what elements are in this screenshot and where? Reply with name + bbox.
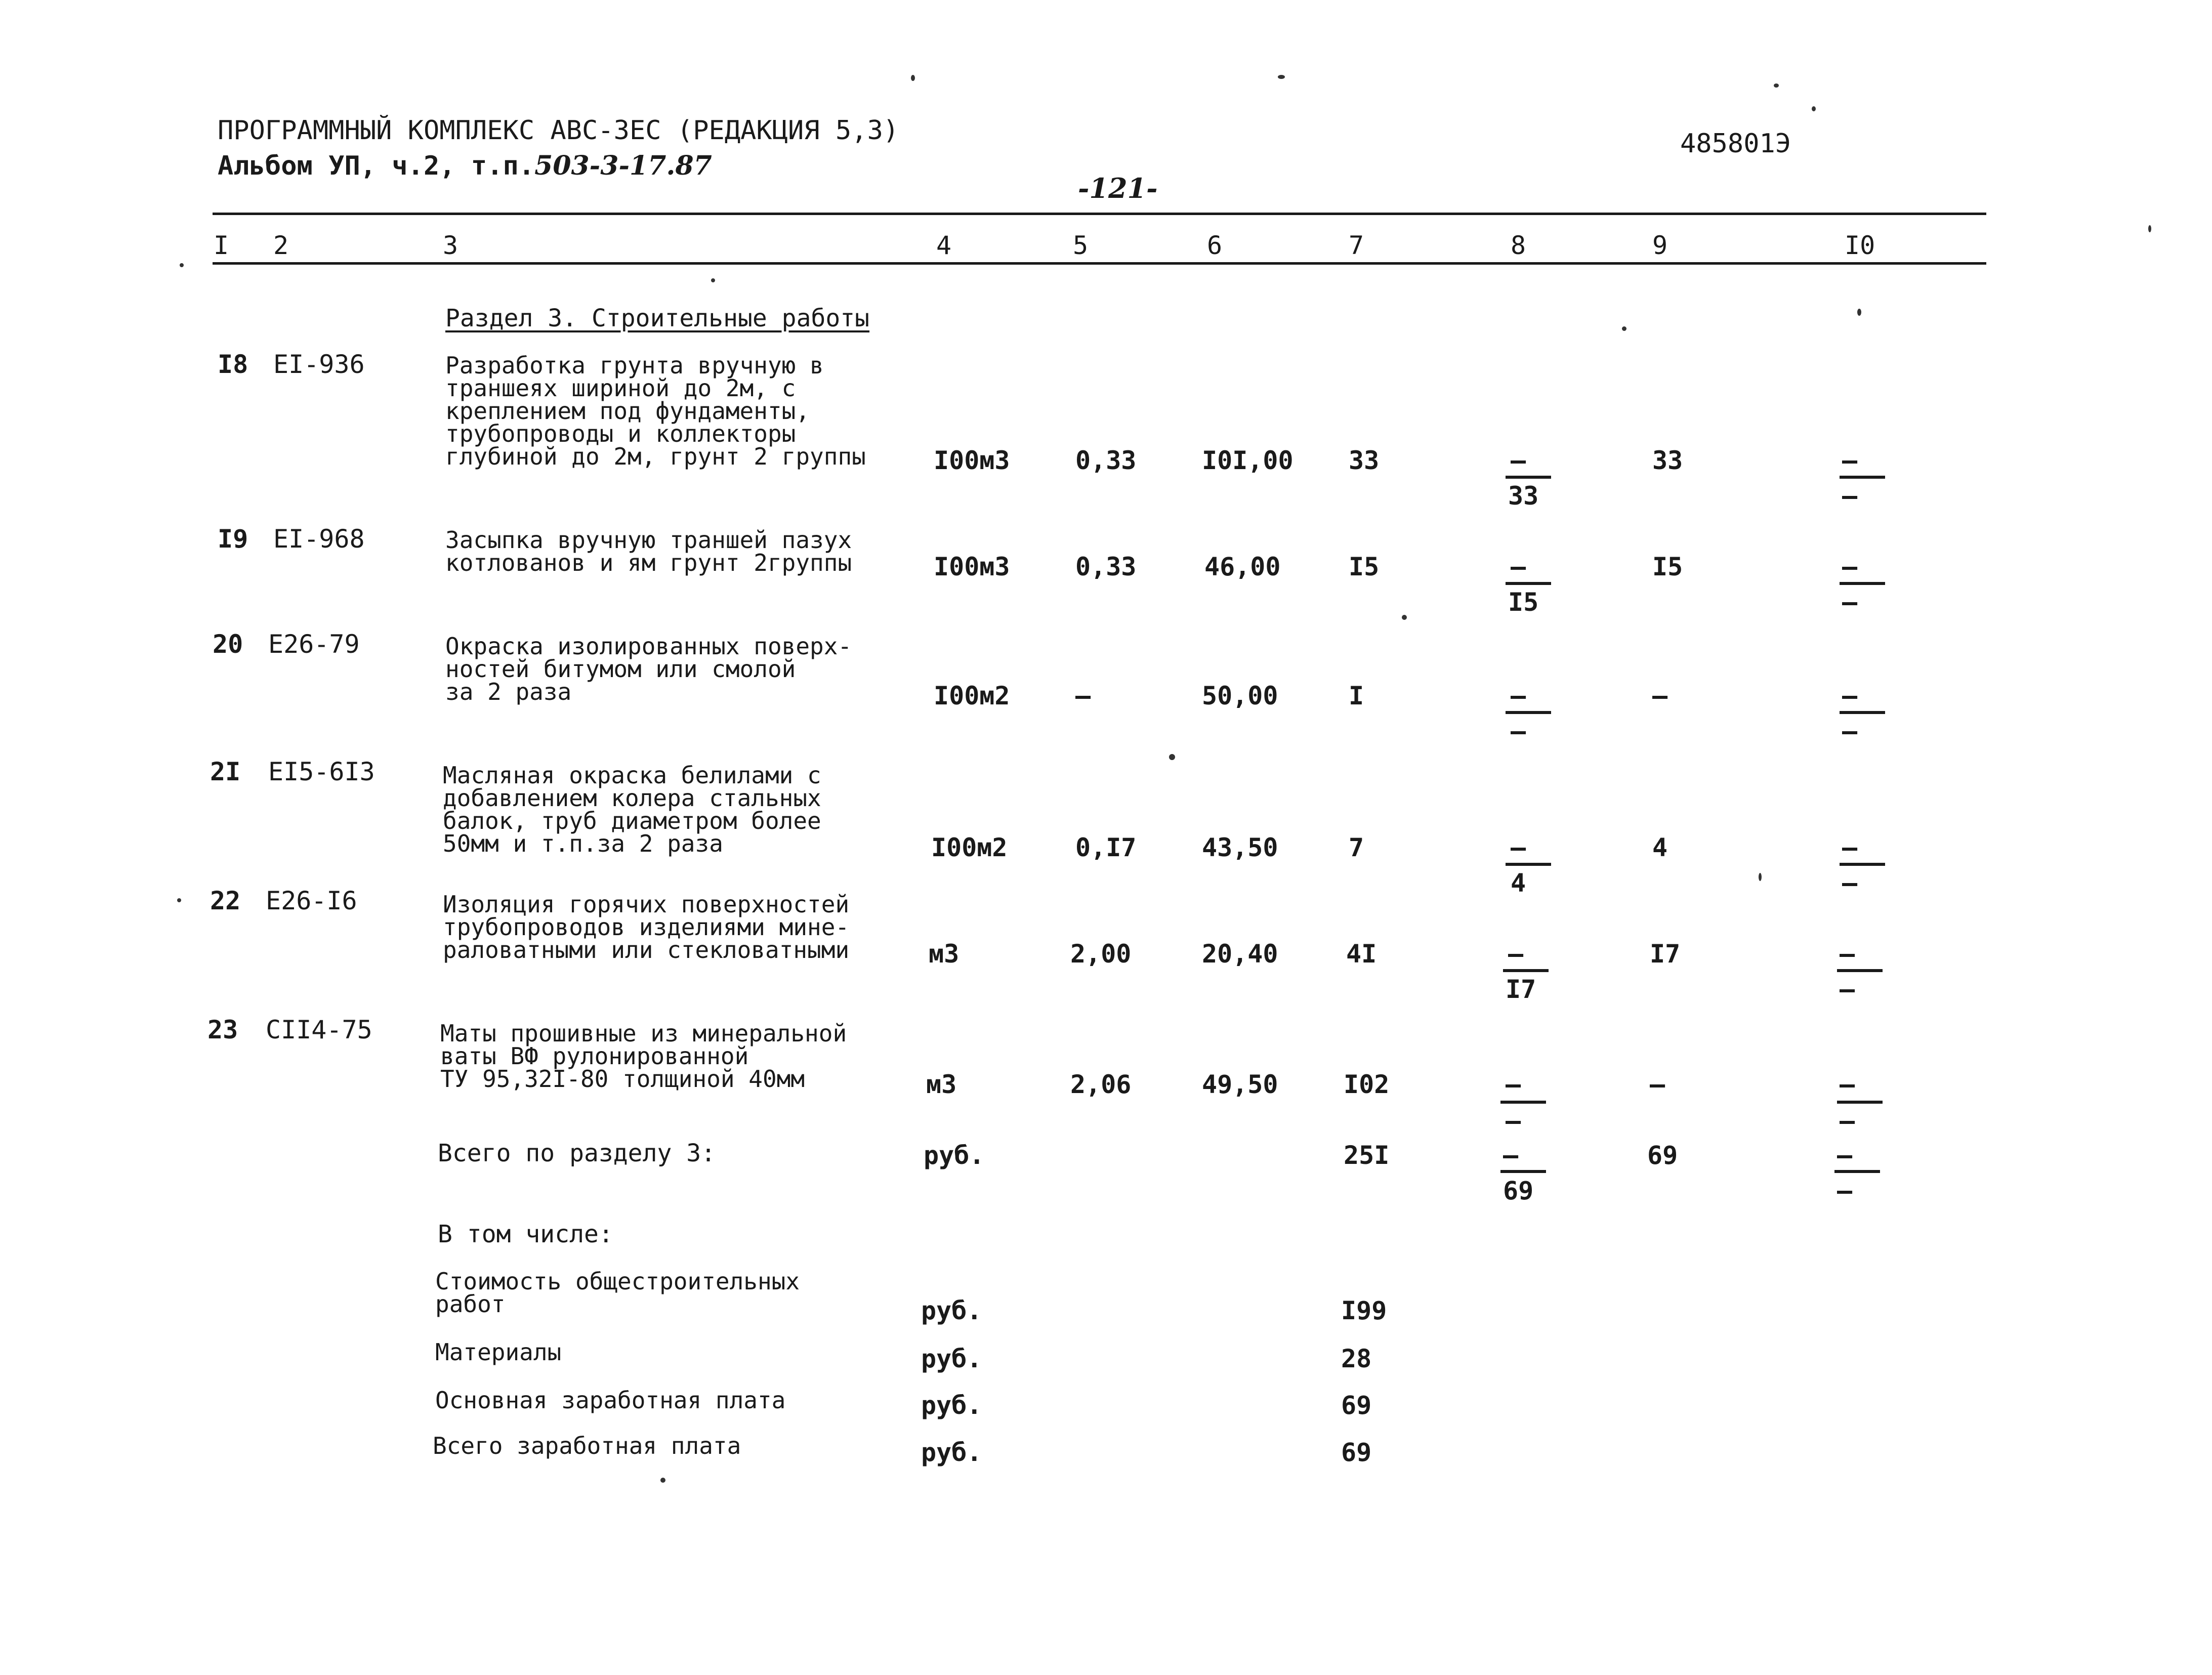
scan-speck bbox=[1857, 309, 1861, 316]
row-total: 7 bbox=[1349, 833, 1364, 862]
section-total-col8-bottom: 69 bbox=[1503, 1176, 1534, 1205]
section-total-col8-fraction-bar bbox=[1500, 1170, 1546, 1173]
row-number: 2I bbox=[210, 757, 241, 786]
summary-value: 69 bbox=[1341, 1391, 1372, 1420]
row-code: E26-79 bbox=[268, 630, 360, 659]
section-total-col8-top: – bbox=[1503, 1141, 1519, 1170]
scan-speck bbox=[2148, 225, 2151, 232]
row-col10-top: – bbox=[1842, 552, 1858, 581]
row-code: EI5-6I3 bbox=[268, 757, 375, 786]
row-col10-top: – bbox=[1842, 446, 1858, 475]
row-col8-fraction-bar bbox=[1506, 711, 1551, 714]
row-description: Масляная окраска белилами с добавлением колера стальных балок, труб диаметром более 50мм и т.п.за 2 раза bbox=[443, 762, 821, 857]
row-col9: 33 bbox=[1652, 446, 1683, 475]
summary-unit: руб. bbox=[921, 1391, 982, 1420]
page-number-handwritten: -121- bbox=[1078, 172, 1158, 204]
row-total: 33 bbox=[1349, 446, 1380, 475]
row-price: I0I,00 bbox=[1202, 446, 1293, 475]
row-code: EI-968 bbox=[273, 524, 365, 554]
col-header-6: 6 bbox=[1207, 231, 1223, 260]
col-header-8: 8 bbox=[1511, 231, 1526, 260]
scan-speck bbox=[1759, 873, 1762, 881]
row-description: Окраска изолированных поверх- ностей битумом или смолой за 2 раза bbox=[445, 633, 852, 705]
row-col10-bottom: – bbox=[1842, 868, 1858, 898]
scan-speck bbox=[1402, 615, 1407, 620]
album-prefix: Альбом УП, ч.2, т.п. bbox=[218, 151, 535, 181]
row-unit: м3 bbox=[926, 1070, 957, 1099]
row-qty: 0,33 bbox=[1075, 446, 1137, 475]
col-header-4: 4 bbox=[936, 231, 952, 260]
col-header-7: 7 bbox=[1349, 231, 1364, 260]
row-col10-fraction-bar bbox=[1840, 711, 1885, 714]
document-number: 485801Э bbox=[1680, 129, 1791, 159]
row-col10-fraction-bar bbox=[1837, 969, 1883, 972]
including-label: В том числе: bbox=[438, 1220, 613, 1248]
row-description: Засыпка вручную траншей пазух котлованов и ям грунт 2группы bbox=[445, 526, 852, 576]
summary-label: Материалы bbox=[435, 1338, 562, 1366]
section-total-col10-fraction-bar bbox=[1834, 1170, 1880, 1173]
row-price: 50,00 bbox=[1202, 681, 1278, 710]
summary-value: I99 bbox=[1341, 1296, 1387, 1325]
row-price: 20,40 bbox=[1202, 939, 1278, 969]
album-handwritten-number: 503-3-17.87 bbox=[534, 150, 712, 181]
row-unit: I00м3 bbox=[934, 446, 1010, 475]
summary-label: Стоимость общестроительных работ bbox=[435, 1268, 800, 1318]
program-title: ПРОГРАММНЫЙ КОМПЛЕКС АВС-ЗЕС (РЕДАКЦИЯ 5,3) bbox=[218, 115, 899, 146]
col-header-9: 9 bbox=[1652, 231, 1668, 260]
header-top-rule bbox=[213, 213, 1986, 215]
row-col10-bottom: – bbox=[1840, 1106, 1855, 1136]
row-col10-top: – bbox=[1842, 681, 1858, 710]
scan-speck bbox=[711, 278, 715, 282]
scan-speck bbox=[1812, 106, 1816, 111]
row-col8-bottom: I7 bbox=[1506, 975, 1536, 1004]
row-code: E26-I6 bbox=[266, 886, 357, 915]
row-price: 46,00 bbox=[1204, 552, 1281, 581]
scan-speck bbox=[1278, 75, 1285, 79]
scan-speck bbox=[180, 263, 184, 267]
row-col8-bottom: 4 bbox=[1511, 868, 1526, 898]
section-total-value: 25I bbox=[1344, 1141, 1390, 1170]
row-col8-top: – bbox=[1511, 833, 1526, 862]
row-col10-bottom: – bbox=[1840, 975, 1855, 1004]
row-number: 22 bbox=[210, 886, 241, 915]
row-price: 43,50 bbox=[1202, 833, 1278, 862]
row-col9: – bbox=[1652, 681, 1668, 710]
row-total: I5 bbox=[1349, 552, 1380, 581]
row-col10-top: – bbox=[1842, 833, 1858, 862]
row-unit: I00м3 bbox=[934, 552, 1010, 581]
row-col9: I5 bbox=[1652, 552, 1683, 581]
row-number: I9 bbox=[218, 524, 248, 554]
row-number: 23 bbox=[207, 1015, 238, 1044]
col-header-5: 5 bbox=[1073, 231, 1089, 260]
scan-speck bbox=[1169, 754, 1175, 760]
row-qty: 2,00 bbox=[1070, 939, 1132, 969]
summary-label: Всего заработная плата bbox=[433, 1432, 741, 1459]
row-col9: 4 bbox=[1652, 833, 1668, 862]
row-code: CII4-75 bbox=[266, 1015, 372, 1044]
section-total-unit: руб. bbox=[924, 1141, 985, 1170]
row-total: I02 bbox=[1344, 1070, 1390, 1099]
row-col8-fraction-bar bbox=[1500, 1101, 1546, 1104]
row-col8-fraction-bar bbox=[1503, 969, 1549, 972]
scan-speck bbox=[1622, 326, 1626, 331]
row-col8-bottom: – bbox=[1506, 1106, 1521, 1136]
row-qty: 0,33 bbox=[1075, 552, 1137, 581]
summary-unit: руб. bbox=[921, 1344, 982, 1373]
col-header-10: I0 bbox=[1845, 231, 1875, 260]
summary-value: 69 bbox=[1341, 1438, 1372, 1467]
row-col10-fraction-bar bbox=[1837, 1101, 1883, 1104]
row-col10-bottom: – bbox=[1842, 481, 1858, 511]
row-unit: м3 bbox=[929, 939, 959, 969]
row-col8-top: – bbox=[1511, 446, 1526, 475]
row-col8-fraction-bar bbox=[1506, 476, 1551, 479]
row-col8-top: – bbox=[1508, 939, 1524, 969]
row-col10-top: – bbox=[1840, 939, 1855, 969]
row-unit: I00м2 bbox=[931, 833, 1008, 862]
row-total: I bbox=[1349, 681, 1364, 710]
row-col8-bottom: 33 bbox=[1508, 481, 1539, 511]
row-col8-fraction-bar bbox=[1506, 582, 1551, 585]
summary-value: 28 bbox=[1341, 1344, 1372, 1373]
row-col10-bottom: – bbox=[1842, 717, 1858, 746]
row-qty: – bbox=[1075, 681, 1091, 710]
header-bottom-rule bbox=[213, 262, 1986, 265]
row-qty: 0,I7 bbox=[1075, 833, 1137, 862]
row-col10-bottom: – bbox=[1842, 588, 1858, 617]
row-qty: 2,06 bbox=[1070, 1070, 1132, 1099]
summary-label: Основная заработная плата bbox=[435, 1387, 786, 1414]
row-number: 20 bbox=[213, 630, 243, 659]
summary-unit: руб. bbox=[921, 1438, 982, 1467]
scan-speck bbox=[660, 1478, 665, 1483]
scan-speck bbox=[911, 75, 915, 81]
summary-unit: руб. bbox=[921, 1296, 982, 1325]
row-col9: – bbox=[1650, 1070, 1665, 1099]
row-col10-top: – bbox=[1840, 1070, 1855, 1099]
col-header-3: 3 bbox=[443, 231, 458, 260]
row-description: Разработка грунта вручную в траншеях шириной до 2м, с креплением под фундаменты, трубопроводы и коллекторы глубиной до 2м, грунт 2 группы bbox=[445, 352, 866, 470]
row-description: Изоляция горячих поверхностей трубопроводов изделиями мине- раловатными или стекловатными bbox=[443, 891, 850, 964]
row-unit: I00м2 bbox=[934, 681, 1010, 710]
col-header-1: I bbox=[214, 231, 229, 260]
row-col8-top: – bbox=[1506, 1070, 1521, 1099]
section-total-col10-top: – bbox=[1837, 1141, 1853, 1170]
section-title: Раздел 3. Строительные работы bbox=[445, 304, 870, 332]
row-col10-fraction-bar bbox=[1840, 476, 1885, 479]
row-col8-bottom: – bbox=[1511, 717, 1526, 746]
row-col8-bottom: I5 bbox=[1508, 588, 1539, 617]
col-header-2: 2 bbox=[273, 231, 289, 260]
row-code: EI-936 bbox=[273, 350, 365, 379]
row-col8-fraction-bar bbox=[1506, 863, 1551, 866]
row-col10-fraction-bar bbox=[1840, 582, 1885, 585]
section-total-col9: 69 bbox=[1647, 1141, 1678, 1170]
row-col8-top: – bbox=[1511, 552, 1526, 581]
row-total: 4I bbox=[1346, 939, 1377, 969]
row-col9: I7 bbox=[1650, 939, 1681, 969]
row-description: Маты прошивные из минеральной ваты ВФ рулонированной ТУ 95,32I-80 толщиной 40мм bbox=[440, 1020, 847, 1093]
row-col10-fraction-bar bbox=[1840, 863, 1885, 866]
scan-speck bbox=[177, 898, 181, 902]
album-reference bbox=[218, 150, 712, 181]
section-total-col10-bottom: – bbox=[1837, 1176, 1853, 1205]
row-col8-top: – bbox=[1511, 681, 1526, 710]
scan-speck bbox=[1774, 83, 1779, 88]
section-total-label: Всего по разделу 3: bbox=[438, 1139, 716, 1167]
row-number: I8 bbox=[218, 350, 248, 379]
row-price: 49,50 bbox=[1202, 1070, 1278, 1099]
